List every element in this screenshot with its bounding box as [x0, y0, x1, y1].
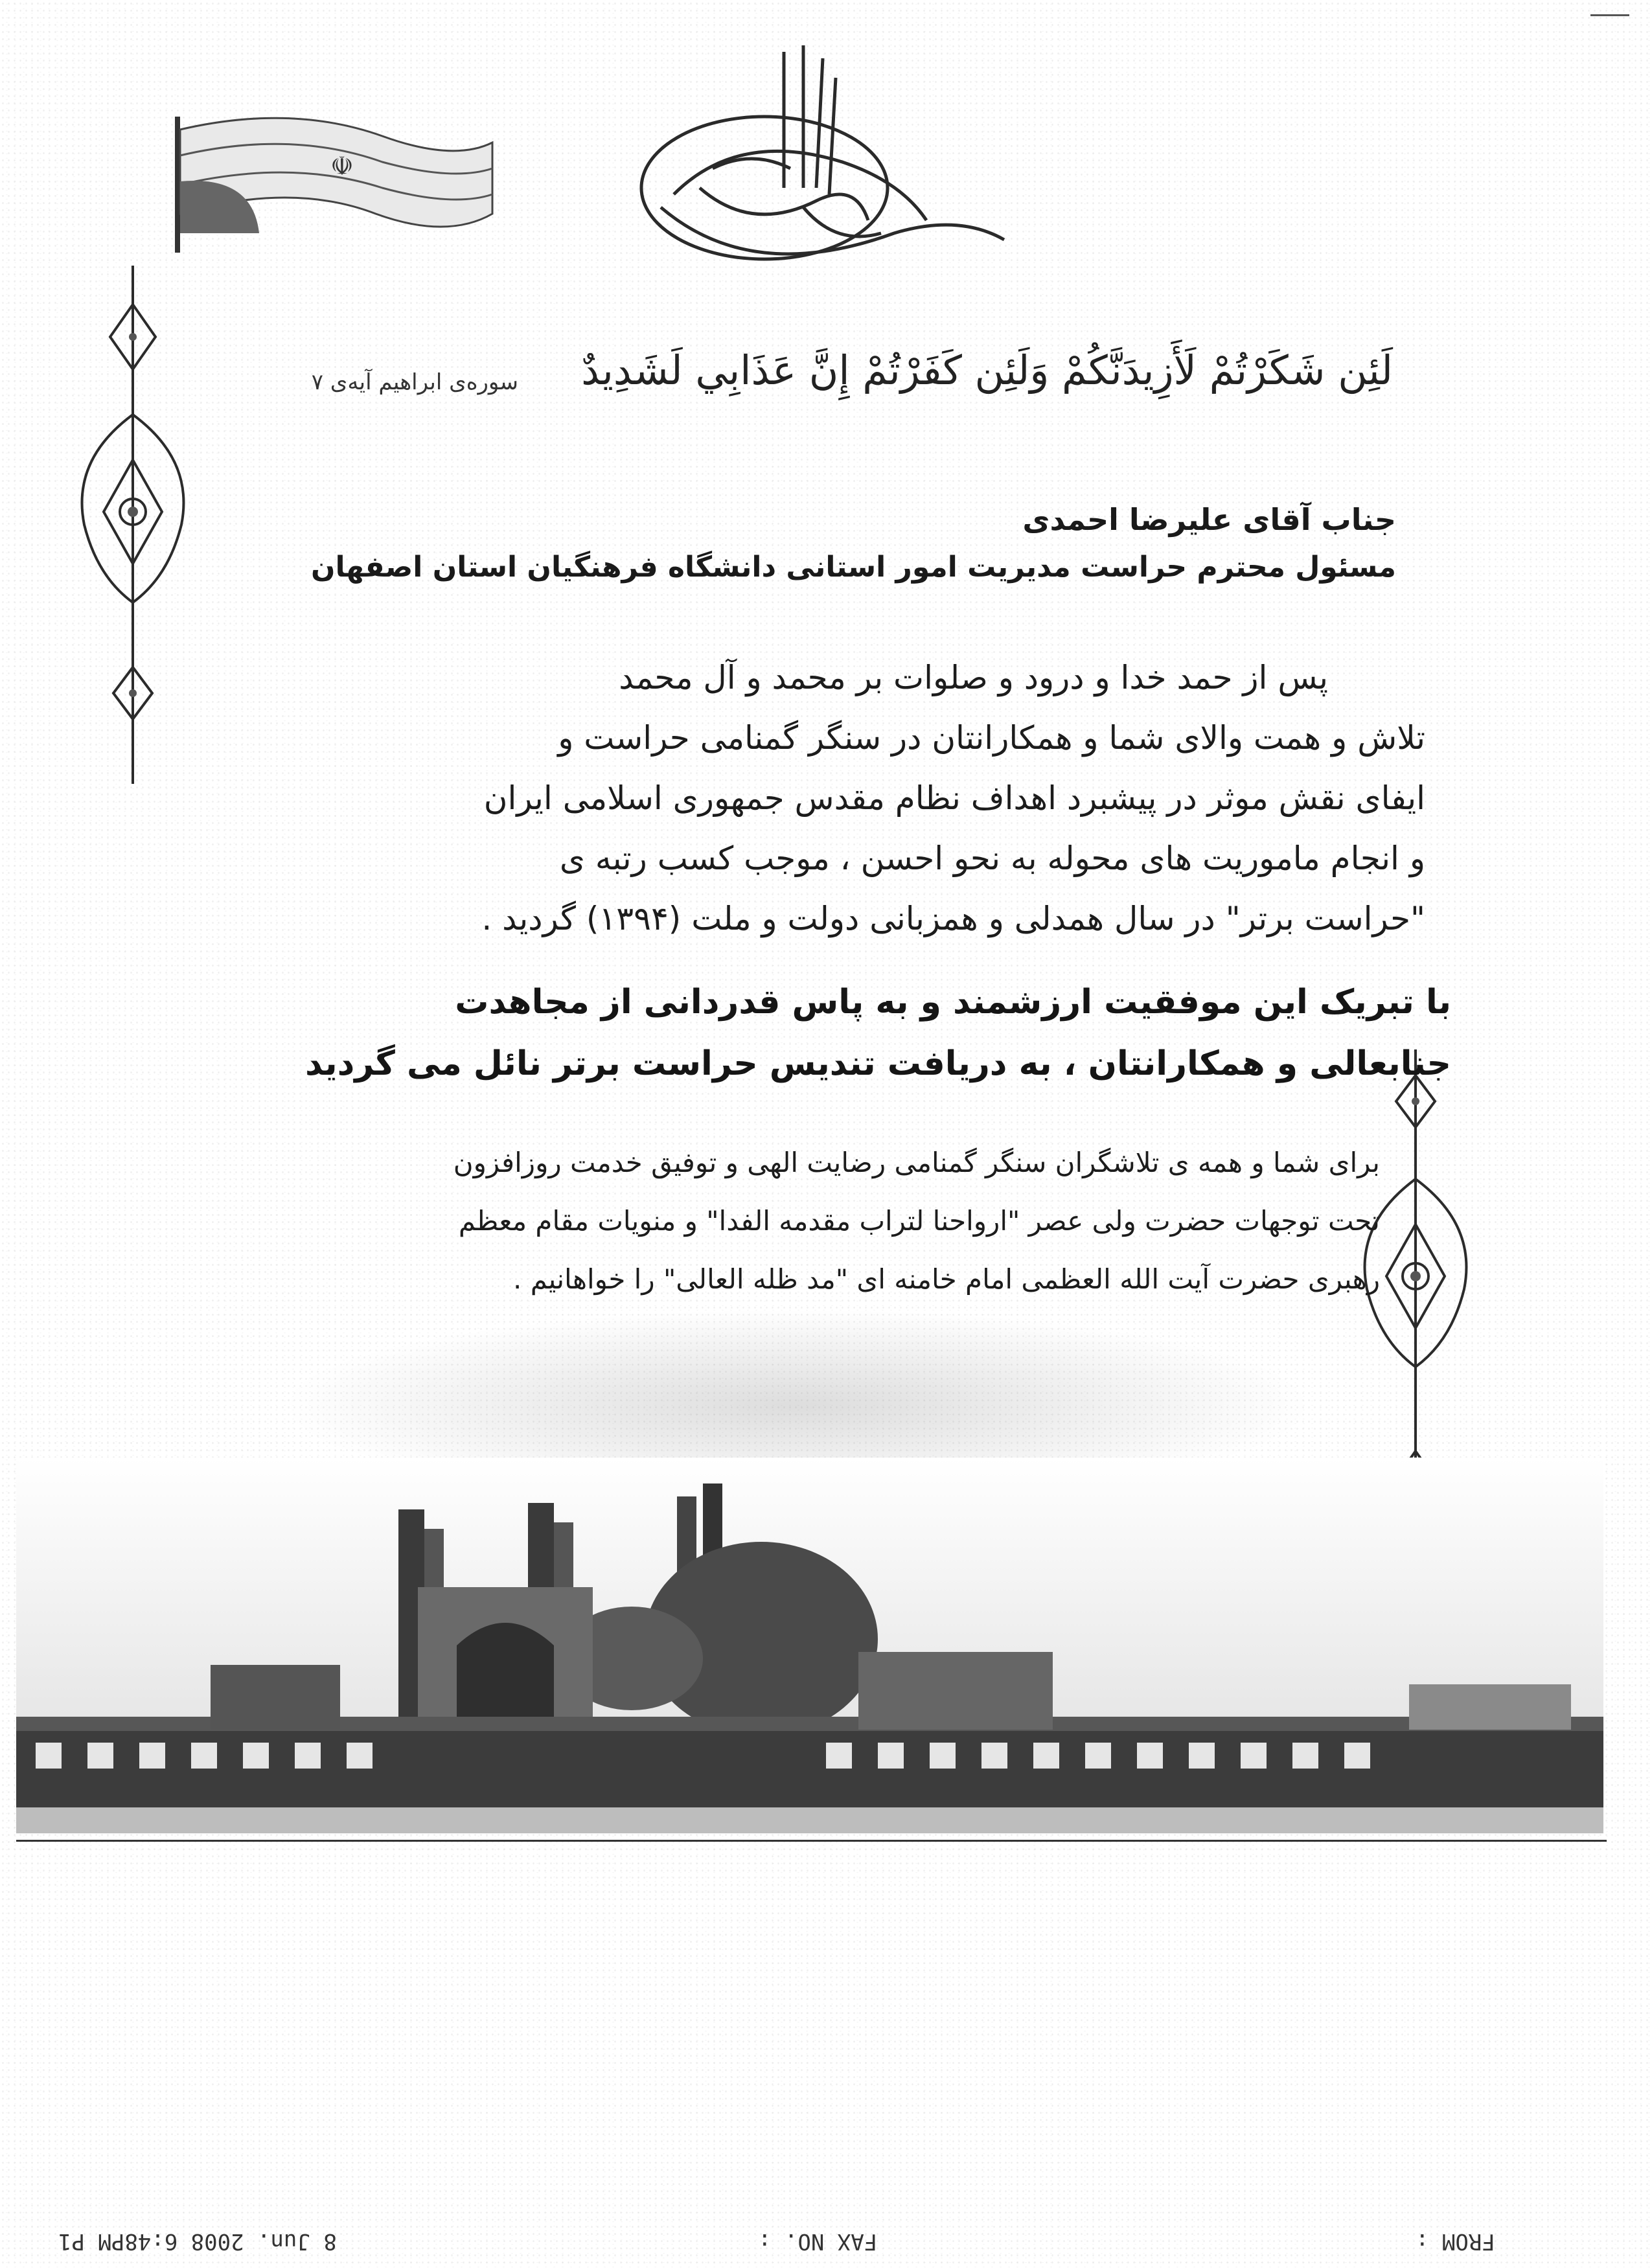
paragraph-line: تحت توجهات حضرت ولی عصر "ارواحنا لتراب مقدمه الفدا" و منویات مقام معظم: [458, 1205, 1380, 1237]
iran-flag-icon: [162, 104, 499, 253]
verse-text: لَئِن شَكَرْتُمْ لَأَزِيدَنَّكُمْ وَلَئِن كَفَرْتُمْ إِنَّ عَذَابِي لَشَدِيدٌ: [581, 347, 1393, 394]
paragraph-line: رهبری حضرت آیت الله العظمی امام خامنه ای "مد ظله العالی" را خواهانیم .: [513, 1263, 1380, 1295]
left-hanging-ornament: [65, 266, 201, 784]
recipient-title: مسئول محترم حراست مدیریت امور استانی دانشگاه فرهنگیان استان اصفهان: [310, 551, 1396, 584]
svg-text:☫: ☫: [330, 152, 354, 181]
paragraph-line: برای شما و همه ی تلاشگران سنگر گمنامی رضایت الهی و توفیق خدمت روزافزون: [453, 1147, 1380, 1178]
paragraph-line: ایفای نقش موثر در پیشبرد اهداف نظام مقدس جمهوری اسلامی ایران: [483, 779, 1425, 817]
recipient-name: جناب آقای علیرضا احمدی: [1022, 502, 1396, 537]
bismillah-calligraphy: [622, 39, 1011, 285]
bottom-rule: [16, 1840, 1607, 1842]
fax-from: FROM :: [1416, 2228, 1495, 2254]
fax-date: 8 Jun. 2008 6:48PM P1: [58, 2228, 337, 2254]
paragraph-2: [220, 972, 1451, 1095]
paragraph-line: و انجام ماموریت های محوله به نحو احسن ، موجب کسب رتبه ی: [559, 840, 1425, 877]
paragraph-line: "حراست برتر" در سال همدلی و همزبانی دولت و ملت (۱۳۹۴) گردید .: [481, 900, 1425, 937]
quran-verse: [421, 347, 1393, 394]
paragraph-3: [181, 1134, 1380, 1309]
mosque-skyline-illustration: [16, 1458, 1603, 1833]
paragraph-line: جنابعالی و همکارانتان ، به دریافت تندیس حراست برتر نائل می گردید: [305, 1044, 1451, 1083]
paragraph-line: پس از حمد خدا و درود و صلوات بر محمد و آل محمد: [619, 659, 1328, 696]
fax-number: FAX NO. :: [758, 2228, 878, 2254]
verse-reference: سوره‌ی ابراهیم آیه‌ی ۷: [311, 369, 518, 395]
paragraph-line: با تبریک این موفقیت ارزشمند و به پاس قدردانی از مجاهدت: [455, 983, 1451, 1022]
paragraph-line: تلاش و همت والای شما و همکارانتان در سنگر گمنامی حراست و: [558, 719, 1425, 757]
corner-mark: [1590, 14, 1629, 16]
paragraph-1: [227, 648, 1425, 949]
